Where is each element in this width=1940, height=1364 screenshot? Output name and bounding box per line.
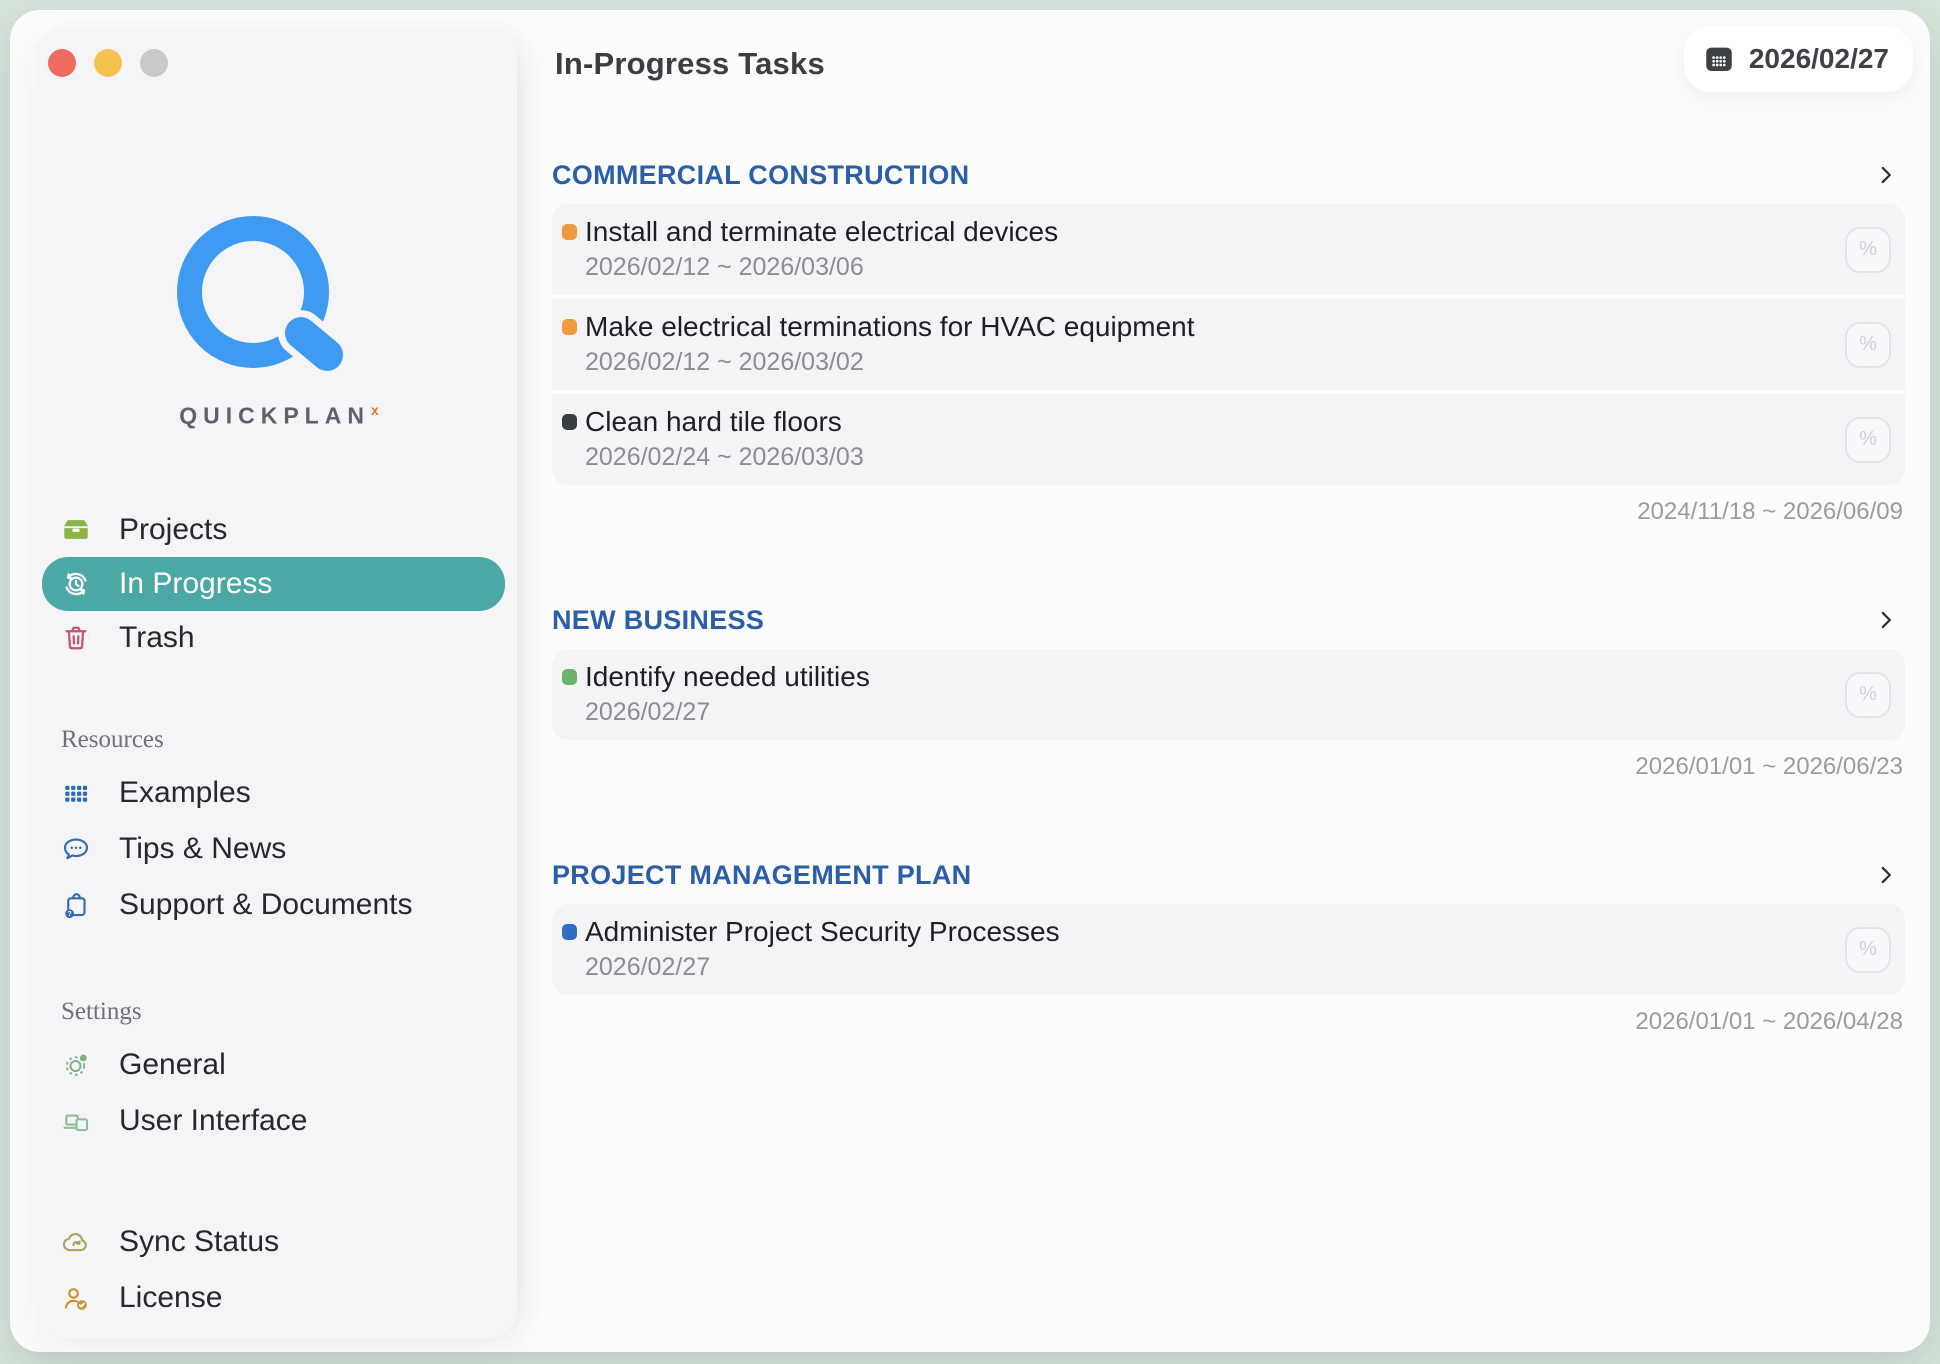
- task-group: [552, 904, 1905, 995]
- task-dates: 2026/02/27: [585, 953, 711, 981]
- trash-icon: [61, 623, 91, 653]
- task-row[interactable]: [552, 649, 1905, 740]
- support-doc-icon: [61, 890, 91, 920]
- project-date-range: 2024/11/18 ~ 2026/06/09: [1637, 498, 1903, 525]
- sidebar-item-label: Tips & News: [119, 832, 287, 865]
- task-status-bullet: [562, 669, 577, 685]
- task-status-bullet: [562, 924, 577, 940]
- task-group: [552, 649, 1905, 740]
- task-title: Administer Project Security Processes: [585, 916, 1060, 947]
- sidebar-item-sync-status[interactable]: [42, 1214, 505, 1270]
- sidebar-item-label: License: [119, 1281, 223, 1314]
- sidebar-item-tips-news[interactable]: [42, 821, 505, 877]
- task-title: Identify needed utilities: [585, 661, 870, 692]
- sidebar-item-label: Projects: [119, 513, 228, 546]
- project-name: NEW BUSINESS: [552, 604, 765, 635]
- task-texts: [585, 310, 1195, 377]
- svg-text:?: ?: [67, 911, 72, 918]
- task-status-bullet: [562, 224, 577, 240]
- task-row[interactable]: [552, 904, 1905, 995]
- archive-box-icon: [61, 515, 91, 545]
- sidebar-item-support-documents[interactable]: [42, 877, 505, 933]
- project-section: [552, 158, 1905, 527]
- main-content: [552, 46, 1905, 1037]
- project-name: COMMERCIAL CONSTRUCTION: [552, 159, 970, 190]
- zoom-window-button[interactable]: [140, 49, 168, 77]
- section-header: [552, 603, 1905, 637]
- sidebar-footer-nav: [42, 1214, 505, 1326]
- section-header: [552, 858, 1905, 892]
- sidebar-item-label: In Progress: [119, 567, 273, 600]
- project-name: PROJECT MANAGEMENT PLAN: [552, 859, 972, 890]
- app-window: [10, 10, 1930, 1352]
- current-date-label: 2026/02/27: [1748, 43, 1889, 74]
- task-texts: [585, 915, 1060, 982]
- page-title: In-Progress Tasks: [555, 46, 825, 81]
- task-main: [562, 204, 1845, 295]
- task-main: [562, 394, 1845, 485]
- cloud-sync-icon: [61, 1227, 91, 1257]
- task-status-bullet: [562, 319, 577, 335]
- task-texts: [585, 405, 864, 472]
- sidebar-item-label: User Interface: [119, 1104, 308, 1137]
- sidebar-item-projects[interactable]: [42, 503, 505, 557]
- task-row[interactable]: [552, 204, 1905, 295]
- project-date-range: 2026/01/01 ~ 2026/06/23: [1635, 753, 1903, 780]
- task-progress-button[interactable]: %: [1845, 322, 1891, 368]
- task-dates: 2026/02/27: [585, 698, 711, 726]
- sidebar-item-label: General: [119, 1048, 226, 1081]
- resources-section-title: Resources: [61, 726, 164, 753]
- task-main: [562, 904, 1845, 995]
- devices-icon: [61, 1106, 91, 1136]
- task-row[interactable]: [552, 390, 1905, 485]
- grid-dots-icon: [61, 778, 91, 808]
- sidebar-item-trash[interactable]: [42, 611, 505, 665]
- chevron-right-icon[interactable]: [1873, 862, 1899, 888]
- sidebar-item-in-progress[interactable]: [42, 557, 505, 611]
- sidebar-item-license[interactable]: [42, 1270, 505, 1326]
- task-title: Make electrical terminations for HVAC equipment: [585, 311, 1195, 342]
- section-header: [552, 158, 1905, 192]
- task-title: Clean hard tile floors: [585, 406, 842, 437]
- settings-section-title: Settings: [61, 998, 142, 1025]
- task-texts: [585, 660, 870, 727]
- history-clock-icon: [61, 569, 91, 599]
- task-progress-button[interactable]: %: [1845, 927, 1891, 973]
- sidebar-primary-nav: [42, 503, 505, 665]
- task-dates: 2026/02/12 ~ 2026/03/02: [585, 348, 864, 376]
- sidebar-item-label: Examples: [119, 776, 251, 809]
- task-status-bullet: [562, 414, 577, 430]
- project-section: [552, 603, 1905, 782]
- chevron-right-icon[interactable]: [1873, 607, 1899, 633]
- sidebar-item-label: Sync Status: [119, 1225, 280, 1258]
- minimize-window-button[interactable]: [94, 49, 122, 77]
- task-dates: 2026/02/24 ~ 2026/03/03: [585, 443, 864, 471]
- sidebar-item-examples[interactable]: [42, 765, 505, 821]
- project-date-range: 2026/01/01 ~ 2026/04/28: [1635, 1008, 1903, 1035]
- sidebar-settings-section: [42, 995, 505, 1149]
- task-group: [552, 204, 1905, 485]
- task-row[interactable]: [552, 295, 1905, 390]
- chevron-right-icon[interactable]: [1873, 162, 1899, 188]
- sidebar-item-general[interactable]: [42, 1037, 505, 1093]
- task-main: [562, 649, 1845, 740]
- task-progress-button[interactable]: %: [1845, 672, 1891, 718]
- close-window-button[interactable]: [48, 49, 76, 77]
- brand-superscript: x: [370, 402, 379, 418]
- task-dates: 2026/02/12 ~ 2026/03/06: [585, 253, 864, 281]
- task-main: [562, 299, 1845, 390]
- gear-icon: [61, 1050, 91, 1080]
- sidebar-item-label: Support & Documents: [119, 888, 413, 921]
- sidebar: [35, 28, 517, 1338]
- user-license-icon: [61, 1283, 91, 1313]
- task-progress-button[interactable]: %: [1845, 227, 1891, 273]
- sidebar-resources-section: [42, 723, 505, 933]
- chat-bubble-icon: [61, 834, 91, 864]
- brand-name: QUICKPLAN$^x$: [179, 402, 379, 429]
- project-section: [552, 858, 1905, 1037]
- window-controls: [48, 49, 168, 77]
- task-texts: [585, 215, 1058, 282]
- task-title: Install and terminate electrical devices: [585, 216, 1059, 247]
- sidebar-item-label: Trash: [119, 621, 195, 654]
- task-progress-button[interactable]: %: [1845, 417, 1891, 463]
- sidebar-item-user-interface[interactable]: [42, 1093, 505, 1149]
